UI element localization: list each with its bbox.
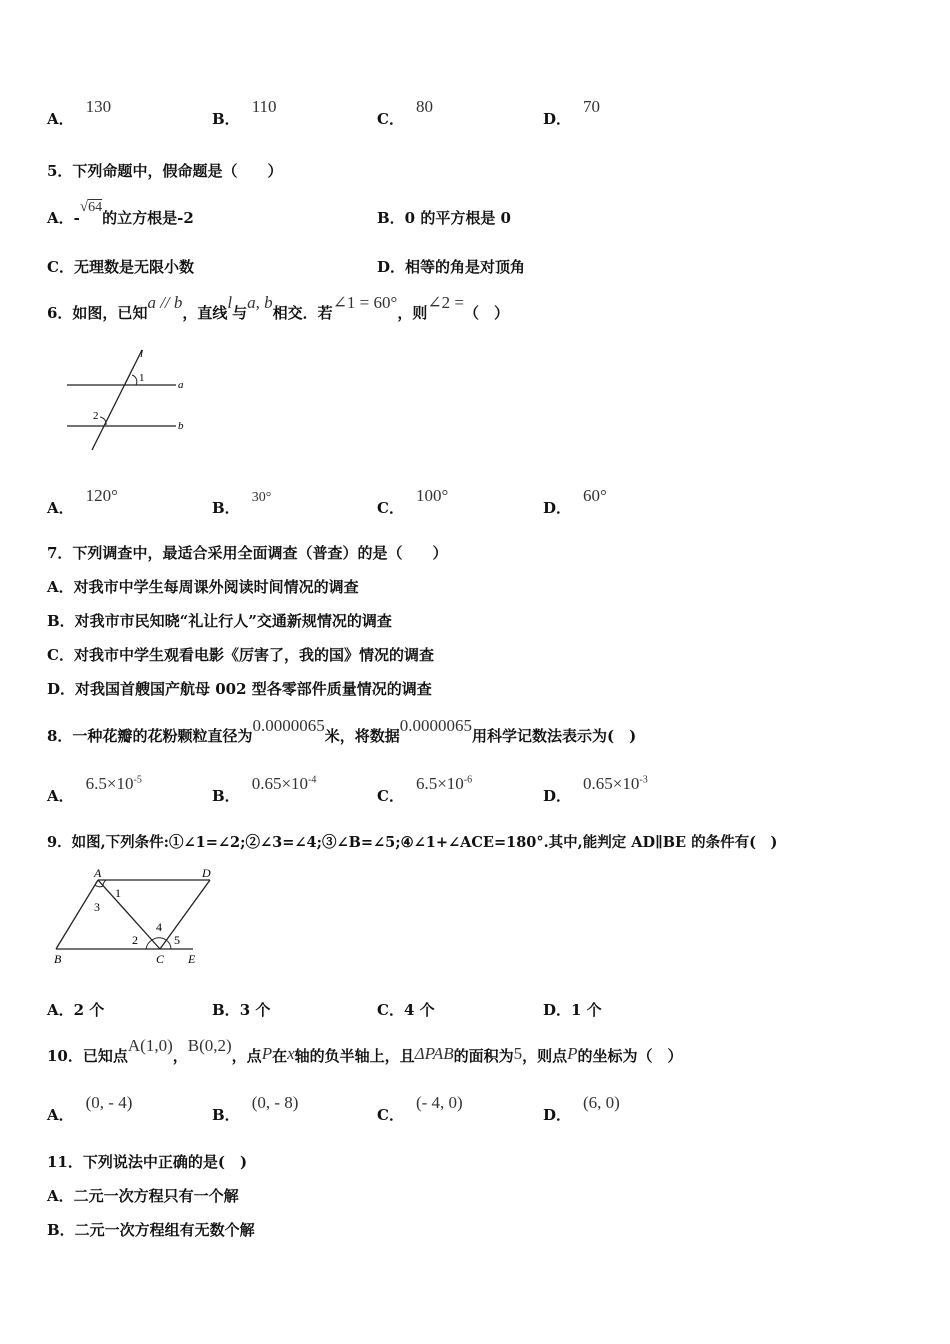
label-5: 5 <box>174 933 180 947</box>
q7-option-d: D．对我国首艘国产航母 002 型各零部件质量情况的调查 <box>47 680 432 698</box>
option-c: C．100° <box>377 486 449 517</box>
option-a: A．2 个 <box>47 1001 105 1019</box>
label-2: 2 <box>132 933 138 947</box>
q7-option-a: A．对我市中学生每周课外阅读时间情况的调查 <box>47 578 359 596</box>
q5-option-c: C．无理数是无限小数 <box>47 258 194 276</box>
q6-stem: 6．如图，已知a // b，直线l与a, b相交．若∠1 = 60°，则∠2 =（ ） <box>47 293 509 322</box>
label-B: B <box>54 952 62 966</box>
label-E: E <box>188 952 196 966</box>
label-4: 4 <box>156 920 162 934</box>
label-l: l <box>140 348 144 360</box>
option-b: B．(0, - 8) <box>212 1093 299 1124</box>
label-1: 1 <box>139 372 145 384</box>
q11-option-a: A．二元一次方程只有一个解 <box>47 1187 239 1205</box>
label-C: C <box>156 952 165 966</box>
q5-stem: 5．下列命题中，假命题是（ ） <box>47 162 283 180</box>
cube-root-expression: √64 <box>79 199 103 215</box>
q8-stem: 8．一种花瓣的花粉颗粒直径为0.0000065米，将数据0.0000065用科学记数法表示为( ) <box>47 716 637 745</box>
label-2: 2 <box>93 410 99 422</box>
label-b: b <box>178 420 184 432</box>
option-a: A．(0, - 4) <box>47 1093 133 1124</box>
label-3: 3 <box>94 900 100 914</box>
segment-ac <box>98 880 160 949</box>
option-b: B．110 <box>212 97 277 128</box>
angle-1-arc <box>103 880 106 886</box>
angle-5-arc <box>166 940 171 949</box>
q11-stem: 11．下列说法中正确的是( ) <box>47 1153 248 1171</box>
angle-1-arc <box>132 375 137 385</box>
angle-3-arc <box>95 885 103 887</box>
option-b: B．3 个 <box>212 1001 271 1019</box>
label-a: a <box>178 379 184 391</box>
option-c: C．$6.5\times 10^{-6}$ <box>377 774 473 805</box>
q7-option-c: C．对我市中学生观看电影《厉害了，我的国》情况的调查 <box>47 646 434 664</box>
option-a: A．$6.5\times 10^{-5}$ <box>47 774 142 805</box>
option-d: D．70 <box>543 97 601 128</box>
angle-2-arc <box>146 940 152 949</box>
label-D: D <box>202 866 211 880</box>
q7-stem: 7．下列调查中，最适合采用全面调查（普查）的是（ ） <box>47 544 448 562</box>
label-1: 1 <box>115 886 121 900</box>
option-c: C．4 个 <box>377 1001 435 1019</box>
parallel-lines-figure <box>60 345 200 455</box>
q7-option-b: B．对我市市民知晓“礼让行人”交通新规情况的调查 <box>47 612 392 630</box>
label-A: A <box>94 866 102 880</box>
q10-stem: 10．已知点A(1,0)，B(0,2)，点P在x轴的负半轴上，且ΔPAB的面积为5，则点P的坐标为（ ） <box>47 1036 683 1065</box>
option-a: A．120° <box>47 486 118 517</box>
angle-4-arc <box>152 938 166 940</box>
option-b: B．30° <box>212 490 272 517</box>
segment-dc <box>160 880 210 949</box>
option-d: D．$0.65\times 10^{-3}$ <box>543 774 648 805</box>
option-c: C．(- 4, 0) <box>377 1093 463 1124</box>
option-d: D．(6, 0) <box>543 1093 620 1124</box>
q5-option-d: D．相等的角是对顶角 <box>377 258 526 276</box>
q5-option-b: B．0 的平方根是 0 <box>377 209 511 227</box>
transversal-l <box>92 350 142 450</box>
option-a: A．130 <box>47 97 112 128</box>
option-b: B．$0.65\times 10^{-4}$ <box>212 774 317 805</box>
option-d: D．1 个 <box>543 1001 602 1019</box>
segment-ab <box>56 880 98 949</box>
q5-option-a: A．-√64的立方根是-2 <box>47 199 194 227</box>
parallelogram-figure <box>50 865 220 970</box>
option-d: D．60° <box>543 486 607 517</box>
option-c: C．80 <box>377 97 433 128</box>
q11-option-b: B．二元一次方程组有无数个解 <box>47 1221 255 1239</box>
q9-stem: 9．如图,下列条件:①∠1=∠2;②∠3=∠4;③∠B=∠5;④∠1+∠ACE=180°.其中,能判定 AD∥BE 的条件有( ) <box>47 834 778 851</box>
